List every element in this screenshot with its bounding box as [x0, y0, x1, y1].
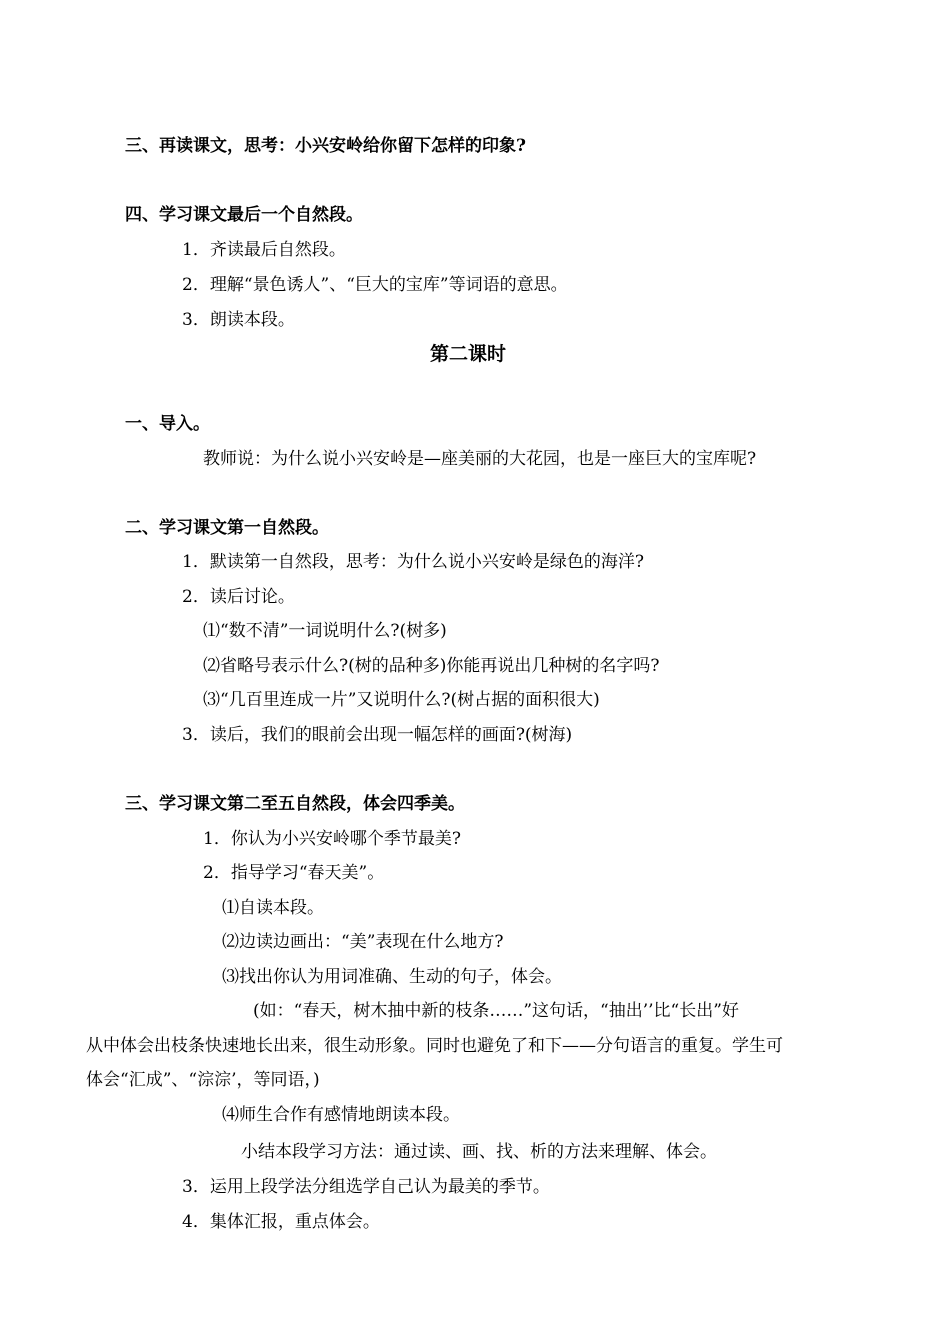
list-item: 3．读后，我们的眼前会出现一幅怎样的画面?(树海) [182, 725, 573, 745]
section-heading-4: 四、学习课文最后一个自然段。 [125, 205, 363, 225]
list-item: 2．指导学习“春天美”。 [203, 863, 385, 883]
lesson-title: 第二课时 [430, 343, 507, 365]
paragraph: 体会“汇成”、“淙淙’，等同语，) [86, 1070, 320, 1090]
sub-list-item: ⑵省略号表示什么?(树的品种多)你能再说出几种树的名字吗? [203, 656, 660, 676]
section-heading-intro: 一、导入。 [125, 414, 210, 434]
section-heading-3: 三、再读课文，思考：小兴安岭给你留下怎样的印象? [125, 136, 526, 156]
paragraph: 从中体会出枝条快速地长出来，很生动形象。同时也避免了和下——分句语言的重复。学生可 [86, 1036, 783, 1056]
sub-list-item: ⑴自读本段。 [222, 898, 324, 918]
section-heading-2: 二、学习课文第一自然段。 [125, 518, 329, 538]
paragraph: (如：“春天，树木抽中新的枝条……”这句话，“抽出’’比“长出”好 [253, 1001, 739, 1021]
summary: 小结本段学习方法：通过读、画、找、析的方法来理解、体会。 [241, 1142, 717, 1162]
sub-list-item: ⑶“几百里连成一片”又说明什么?(树占据的面积很大) [203, 690, 600, 710]
list-item: 3．朗读本段。 [182, 310, 295, 330]
list-item: 4．集体汇报，重点体会。 [182, 1212, 380, 1232]
list-item: 3．运用上段学法分组选学自己认为最美的季节。 [182, 1177, 550, 1197]
list-item: 1．默读第一自然段，思考：为什么说小兴安岭是绿色的海洋? [182, 552, 644, 572]
sub-list-item: ⑵边读边画出：“美”表现在什么地方? [222, 932, 504, 952]
list-item: 1．你认为小兴安岭哪个季节最美? [203, 829, 461, 849]
sub-list-item: ⑴“数不清”一词说明什么?(树多) [203, 621, 447, 641]
list-item: 2．理解“景色诱人”、“巨大的宝库”等词语的意思。 [182, 275, 568, 295]
list-item: 1．齐读最后自然段。 [182, 240, 346, 260]
list-item: 2．读后讨论。 [182, 587, 295, 607]
sub-list-item: ⑷师生合作有感情地朗读本段。 [222, 1105, 460, 1125]
sub-list-item: ⑶找出你认为用词准确、生动的句子，体会。 [222, 967, 562, 987]
section-heading-3b: 三、学习课文第二至五自然段，体会四季美。 [125, 794, 465, 814]
paragraph: 教师说：为什么说小兴安岭是—座美丽的大花园，也是一座巨大的宝库呢? [203, 449, 757, 469]
